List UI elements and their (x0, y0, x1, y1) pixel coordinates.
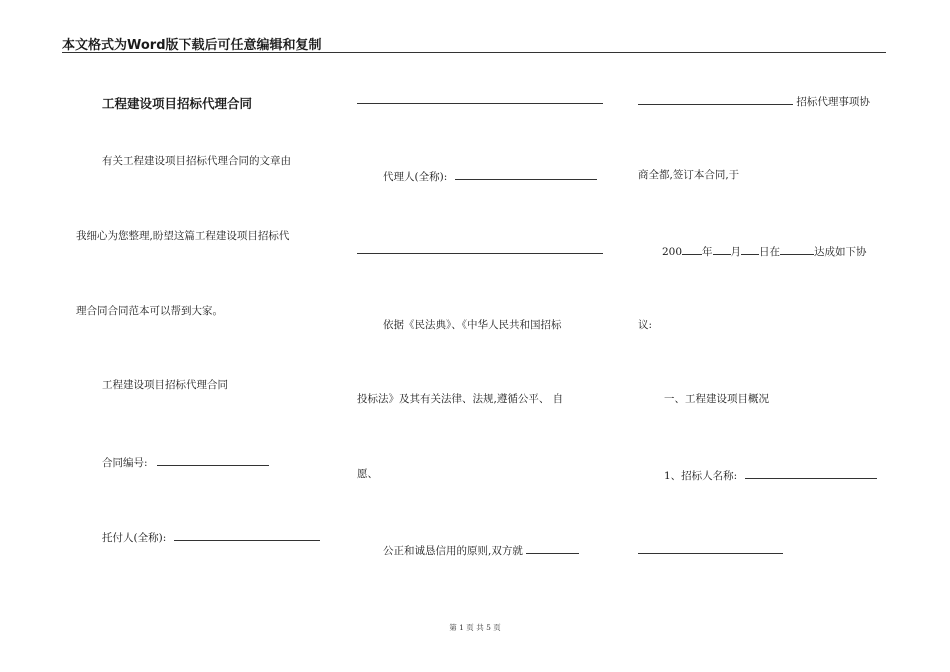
blank-rule-2 (357, 253, 603, 254)
agent-row (383, 168, 597, 184)
tenderer-blank (745, 467, 877, 479)
header-title: 本文格式为Word版下载后可任意编辑和复制 (62, 38, 322, 53)
basis-line-4-row (383, 542, 579, 558)
blank-rule-1 (357, 103, 603, 104)
date-prefix: 200 (662, 246, 683, 258)
agent-label: 代理人(全称): (383, 171, 448, 183)
tenderer-row (664, 467, 877, 483)
contract-number-label: 合同编号: (102, 457, 148, 469)
intro-line-2: 我细心为您整理,盼望这篇工程建设项目招标代 (76, 230, 290, 242)
date-row (662, 243, 867, 259)
tenderer-label: 1、招标人名称: (664, 470, 738, 482)
project-name-blank (526, 542, 579, 554)
intro-line-3: 理合同合同范本可以帮到大家。 (76, 305, 223, 317)
contract-number-row (102, 454, 269, 470)
day-blank (741, 243, 759, 255)
agency-matter-suffix: 招标代理事项协 (796, 96, 870, 108)
agency-matter-row (638, 93, 870, 109)
document-title: 工程建设项目招标代理合同 (102, 96, 253, 111)
client-row (102, 529, 320, 545)
column-2 (357, 0, 607, 672)
client-label: 托付人(全称): (102, 532, 167, 544)
section-1-heading: 一、工程建设项目概况 (664, 393, 769, 405)
basis-line-4: 公正和诚恳信用的原则,双方就 (383, 545, 523, 557)
basis-line-1: 依据《民法典》、《中华人民共和国招标 (383, 319, 562, 331)
contract-title: 工程建设项目招标代理合同 (102, 379, 228, 391)
day-at-label: 日在 (759, 246, 781, 258)
page-footer: 第 1 页 共 5 页 (449, 623, 501, 632)
month-label: 月 (730, 246, 742, 258)
agent-blank (455, 168, 597, 180)
basis-line-3: 愿、 (357, 468, 378, 480)
column-1 (62, 0, 327, 672)
column-3 (638, 0, 886, 672)
agreement-line-end: 议: (638, 319, 653, 331)
intro-line-1: 有关工程建设项目招标代理合同的文章由 (102, 155, 291, 167)
date-suffix: 达成如下协 (814, 246, 867, 258)
month-blank (713, 243, 731, 255)
contract-number-blank (157, 454, 269, 466)
agreement-line: 商全都,签订本合同,于 (638, 169, 740, 181)
blank-rule-3 (638, 553, 783, 554)
year-blank (682, 243, 702, 255)
agency-matter-blank (638, 93, 793, 105)
year-label: 年 (702, 246, 713, 258)
client-blank (174, 529, 320, 541)
place-blank (780, 243, 814, 255)
basis-line-2: 投标法》及其有关法律、法规,遵循公平、 自 (357, 393, 564, 405)
